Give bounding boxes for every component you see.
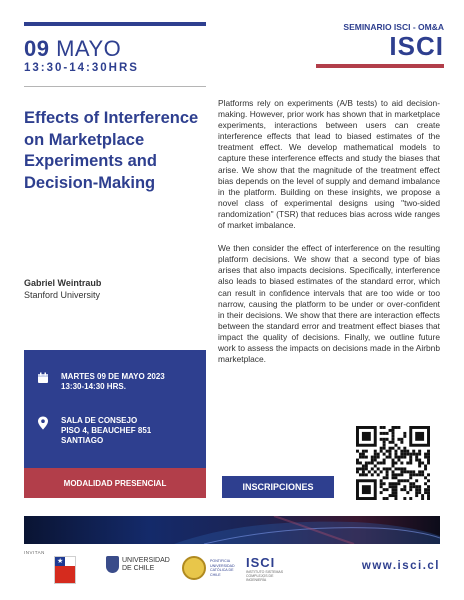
uchile-crest-icon [106, 556, 119, 573]
talk-title: Effects of Interference on Marketplace Experiments and Decision-Making [24, 109, 199, 192]
calendar-icon [37, 372, 51, 387]
puc-crest-icon [182, 556, 206, 580]
seminar-accent-line [316, 64, 444, 68]
location-row [37, 416, 151, 446]
event-month: MAYO [56, 36, 122, 61]
location-line-1: SALA DE CONSEJO [61, 416, 138, 425]
abstract [218, 98, 440, 365]
location-line-3: SANTIAGO [61, 436, 104, 445]
register-button[interactable]: INSCRIPCIONES [222, 476, 334, 498]
top-accent-bar [24, 22, 206, 26]
isci-footer-logo [246, 556, 290, 582]
date-line-2: 13:30-14:30 HRS. [61, 382, 126, 391]
invite-label: INVITAN [24, 550, 45, 555]
isci-logo: ISCI [389, 31, 444, 61]
isci-footer-subtitle: INSTITUTO SISTEMAS COMPLEJOS DE INGENIERÍA [246, 570, 284, 582]
star-icon: ★ [57, 558, 64, 565]
speaker-name: Gabriel Weintraub [24, 278, 102, 288]
date-row [37, 372, 165, 392]
modality-badge: MODALIDAD PRESENCIAL [24, 468, 206, 498]
isci-footer-wordmark: ISCI [246, 555, 276, 570]
abstract-paragraph-2: We then consider the effect of interference on the resulting platform decisions. We show that a second type of bias arises that also impacts decisions. Specifically, interference also leads to biased estimates of the standard error, which can result in confidence intervals that are too wide or too narrow, causing the platform to be under or over-confident in their decisions. We show that there are interaction effects between the standard error and treatment effect biases that impact the quality of decisions. Finally, we outline future work to assess the impacts on decisions made in the Airbnb marketplace. [218, 243, 440, 365]
event-time: 13:30-14:30HRS [24, 62, 139, 74]
event-day: 09 [24, 36, 50, 61]
government-logo [54, 556, 76, 584]
qr-code-icon[interactable] [356, 426, 430, 500]
uchile-logo [106, 556, 170, 573]
location-pin-icon [37, 416, 51, 433]
location-line-2: PISO 4, BEAUCHEF 851 [61, 426, 152, 435]
puc-logo [182, 556, 242, 580]
uchile-line-1: UNIVERSIDAD [122, 556, 170, 564]
event-date [24, 36, 121, 62]
divider [24, 86, 206, 87]
date-line-1: MARTES 09 DE MAYO 2023 [61, 372, 165, 381]
speaker-affiliation: Stanford University [24, 289, 101, 300]
seminar-label: SEMINARIO ISCI - OM&A [343, 22, 444, 32]
speaker-block [24, 278, 101, 301]
website-link[interactable]: www.isci.cl [361, 560, 440, 572]
decorative-banner [24, 516, 440, 544]
uchile-line-2: DE CHILE [122, 564, 155, 572]
abstract-paragraph-1: Platforms rely on experiments (A/B tests) to aid decision-making. However, prior work has shown that in marketplace experiments, interactions between users can create interference effects that lead to biased estimates of the treatment effect. We develop mathematical models to capture these interference effects and study the biases that arise. We show that the magnitude of the treatment effect bias depends on the level of supply and demand imbalance in the platform. Building on these insights, we propose a novel class of experimental designs using "two-sided randomization" (TSR) that reduces bias across wide ranges of market imbalance. [218, 98, 440, 231]
puc-name: PONTIFICIA UNIVERSIDAD CATÓLICA DE CHILE [210, 559, 235, 577]
event-info-box [24, 350, 206, 468]
seminar-header [294, 22, 444, 68]
